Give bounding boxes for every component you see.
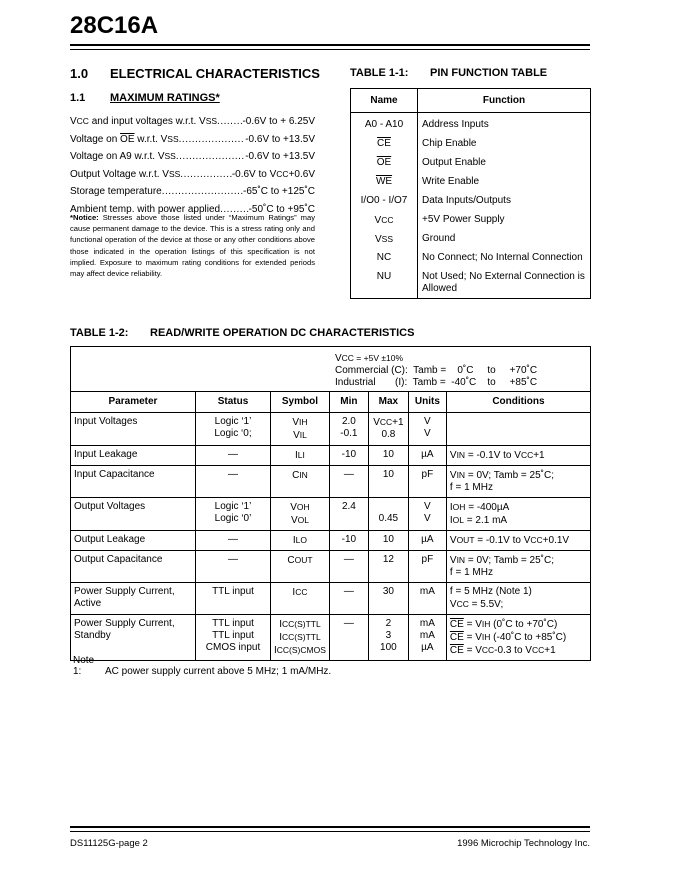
table-row: $\overline{CE}$ Chip Enable <box>351 138 591 157</box>
rating-value: -0.6V to +13.5V <box>245 133 315 145</box>
page-title: 28C16A <box>70 12 159 39</box>
section-heading <box>70 66 320 81</box>
table-row: NC No Connect; No Internal Connection <box>351 252 591 271</box>
table-row: $\overline{WE}$ Write Enable <box>351 176 591 195</box>
bottom-rule <box>70 826 590 828</box>
table-row: I/O0 - I/O7 Data Inputs/Outputs <box>351 195 591 214</box>
table-1-2-title: TABLE 1-2: READ/WRITE OPERATION DC CHARACTERISTICS <box>70 327 415 339</box>
column-header: Min <box>329 392 368 413</box>
table-row: Output Leakage — ILO -10 10 µA VOUT = -0.1V to VCC+0.1V <box>71 531 591 551</box>
table-row: Power Supply Current, Active TTL input ICC — 30 mA f = 5 MHz (Note 1) VCC = 5.5V; <box>71 583 591 615</box>
section-number: 1.0 <box>70 66 89 81</box>
top-rule-thin <box>70 49 590 50</box>
rating-value: -0.6V to + 6.25V <box>242 116 315 128</box>
rating-row: VCC and input voltages w.r.t. VSS ..... -0.6V to + 6.25V <box>70 113 315 131</box>
table-row: VSS Ground <box>351 233 591 252</box>
column-header: Status <box>196 392 271 413</box>
rating-value: -0.6V to +13.5V <box>245 151 315 163</box>
subsection-title: MAXIMUM RATINGS* <box>110 92 220 104</box>
subsection-heading <box>70 92 220 104</box>
test-conditions-box: VCC = +5V ±10% Commercial (C): Tamb = 0˚C to +70˚C Industrial (I): Tamb = -40˚C to +85˚C <box>70 346 591 391</box>
table-row: A0 - A10 Address Inputs <box>351 113 591 139</box>
top-rule <box>70 44 590 46</box>
column-header: Parameter <box>71 392 196 413</box>
table-row: Power Supply Current, Standby TTL input TTL input CMOS input ICC(S)TTL ICC(S)TTL ICC(S)CMOS — 2 3 100 mA mA µA $\overline{CE}$ = VIH (0˚C to +70˚C) $\overline{CE}$ = VIH (-40˚C to +85˚C) $\overline{CE} = VCC-0.3$ to VCC+1 <box>71 615 591 661</box>
column-header: Max <box>368 392 408 413</box>
column-header: Name <box>351 89 418 113</box>
max-ratings-list <box>70 113 315 218</box>
subsection-number: 1.1 <box>70 92 86 104</box>
table-row: Output Capacitance — COUT — 12 pF VIN = 0V; Tamb = 25˚C; f = 1 MHz <box>71 551 591 583</box>
section-title: ELECTRICAL CHARACTERISTICS <box>110 66 320 81</box>
table-1-1-title: TABLE 1-1: PIN FUNCTION TABLE <box>350 67 548 79</box>
column-header: Units <box>408 392 446 413</box>
bottom-rule-thin <box>70 831 590 832</box>
table-row: Input Leakage — ILI -10 10 µA VIN = -0.1V to VCC+1 <box>71 446 591 466</box>
dc-characteristics-table <box>70 391 591 661</box>
notice-paragraph: *Notice: Stresses above those listed under “Maximum Ratings” may cause permanent damage to the device. This is a stress rating only and functional operation of the device at those or any other conditions above those indicated in the operation listings of this specification is not implied. Exposure to maximum rating conditions for extended periods may affect device reliability. <box>70 213 315 279</box>
pin-function-table <box>350 88 591 299</box>
footer-copyright: 1996 Microchip Technology Inc. <box>457 838 590 849</box>
rating-value: -50˚C to +95˚C <box>248 203 315 215</box>
column-header: Conditions <box>446 392 590 413</box>
column-header: Function <box>418 89 591 113</box>
rating-row: Output Voltage w.r.t. VSS ..... -0.6V to VCC+0.6V <box>70 166 315 184</box>
rating-row: Voltage on $\overline{OE}$ w.r.t. VSS ..... -0.6V to +13.5V <box>70 131 315 149</box>
table-row: Output Voltages Logic ‘1’ Logic ‘0’ VOH VOL 2.4 0.45 V V IOH = -400µA IOL = 2.1 mA <box>71 498 591 531</box>
rating-value: -0.6V to VCC+0.6V <box>231 168 315 180</box>
table-note: Note 1: AC power supply current above 5 MHz; 1 mA/MHz. <box>73 655 332 677</box>
column-header: Symbol <box>271 392 330 413</box>
table-row: VCC +5V Power Supply <box>351 214 591 233</box>
rating-row: Voltage on A9 w.r.t. VSS ..... -0.6V to +13.5V <box>70 148 315 166</box>
table-row: Input Voltages Logic ‘1’ Logic ‘0; VIH VIL 2.0 -0.1 VCC+1 0.8 V V <box>71 413 591 446</box>
rating-row: Ambient temp. with power applied ..... -50˚C to +95˚C <box>70 201 315 219</box>
footer-page-id: DS11125G-page 2 <box>70 838 148 849</box>
rating-value: -65˚C to +125˚C <box>243 186 315 198</box>
rating-row: Storage temperature ..... -65˚C to +125˚C <box>70 183 315 201</box>
table-row: Input Capacitance — CIN — 10 pF VIN = 0V; Tamb = 25˚C; f = 1 MHz <box>71 466 591 498</box>
table-row: $\overline{OE}$ Output Enable <box>351 157 591 176</box>
table-row: NU Not Used; No External Connection is Allowed <box>351 271 591 299</box>
